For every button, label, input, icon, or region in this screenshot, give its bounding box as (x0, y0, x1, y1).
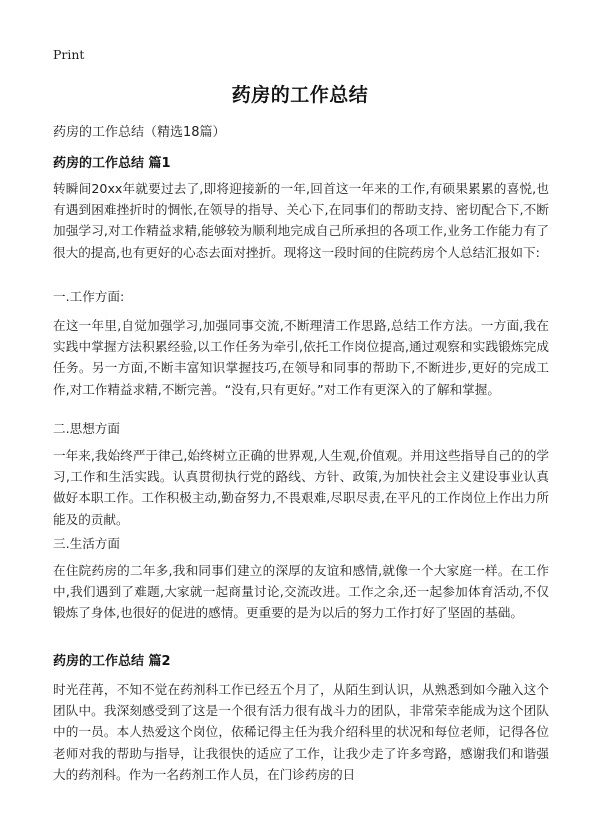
article-1-heading: 药房的工作总结 篇1 (53, 156, 171, 171)
print-link[interactable]: Print (53, 47, 85, 62)
section-life-text: 在住院药房的二年多,我和同事们建立的深厚的友谊和感情,就像一个大家庭一样。在工作中,我们遇到了难题,大家就一起商量讨论,交流改进。工作之余,还一起参加体育活动,不仅锻炼了身体,也很好的促进的感情。更重要的是为以后的努力工作打好了坚固的基础。 (53, 563, 549, 621)
section-life-title: 三.生活方面 (53, 536, 120, 551)
article-1-intro: 转瞬间20xx年就要过去了,即将迎接新的一年,回首这一年来的工作,有硕果累累的喜悦,也有遇到困难挫折时的惆怅,在领导的指导、关心下,在同事们的帮助支持、密切配合下,不断加强学习,对工作精益求精,能够较为顺利地完成自己所承担的各项工作,业务工作能力有了很大的提高,也有更好的心态去面对挫折。现将这一段时间的住院药房个人总结汇报如下: (53, 181, 549, 260)
section-thought-title: 二.思想方面 (53, 421, 120, 436)
document-subtitle: 药房的工作总结（精选18篇） (53, 125, 226, 140)
section-work-title: 一.工作方面: (53, 289, 125, 304)
article-2-heading: 药房的工作总结 篇2 (53, 654, 171, 669)
article-2-text: 时光荏苒，不知不觉在药剂科工作已经五个月了，从陌生到认识，从熟悉到如今融入这个团队中。我深刻感受到了这是一个很有活力很有战斗力的团队，非常荣幸能成为这个团队中的一员。本人热爱这个岗位，依稀记得主任为我介绍科里的状况和每位老师，记得各位老师对我的帮助与指导，让我很快的适应了工作，让我少走了许多弯路，感谢我们和谐强大的药剂科。作为一名药剂工作人员，在门诊药房的日 (53, 682, 549, 782)
page-title: 药房的工作总结 (231, 84, 369, 106)
section-work-text: 在这一年里,自觉加强学习,加强同事交流,不断理清工作思路,总结工作方法。一方面,我在实践中掌握方法积累经验,以工作任务为牵引,依托工作岗位提高,通过观察和实践锻炼完成任务。另一方面,不断丰富知识掌握技巧,在领导和同事的帮助下,不断进步,更好的完成工作,对工作精益求精,不断完善。“没有,只有更好。”对工作有更深入的了解和掌握。 (53, 318, 549, 397)
section-thought-text: 一年来,我始终严于律己,始终树立正确的世界观,人生观,价值观。并用这些指导自己的的学习,工作和生活实践。认真贯彻执行党的路线、方针、政策,为加快社会主义建设事业认真做好本职工作。工作积极主动,勤奋努力,不畏艰难,尽职尽责,在平凡的工作岗位上作出力所能及的贡献。 (53, 448, 549, 527)
